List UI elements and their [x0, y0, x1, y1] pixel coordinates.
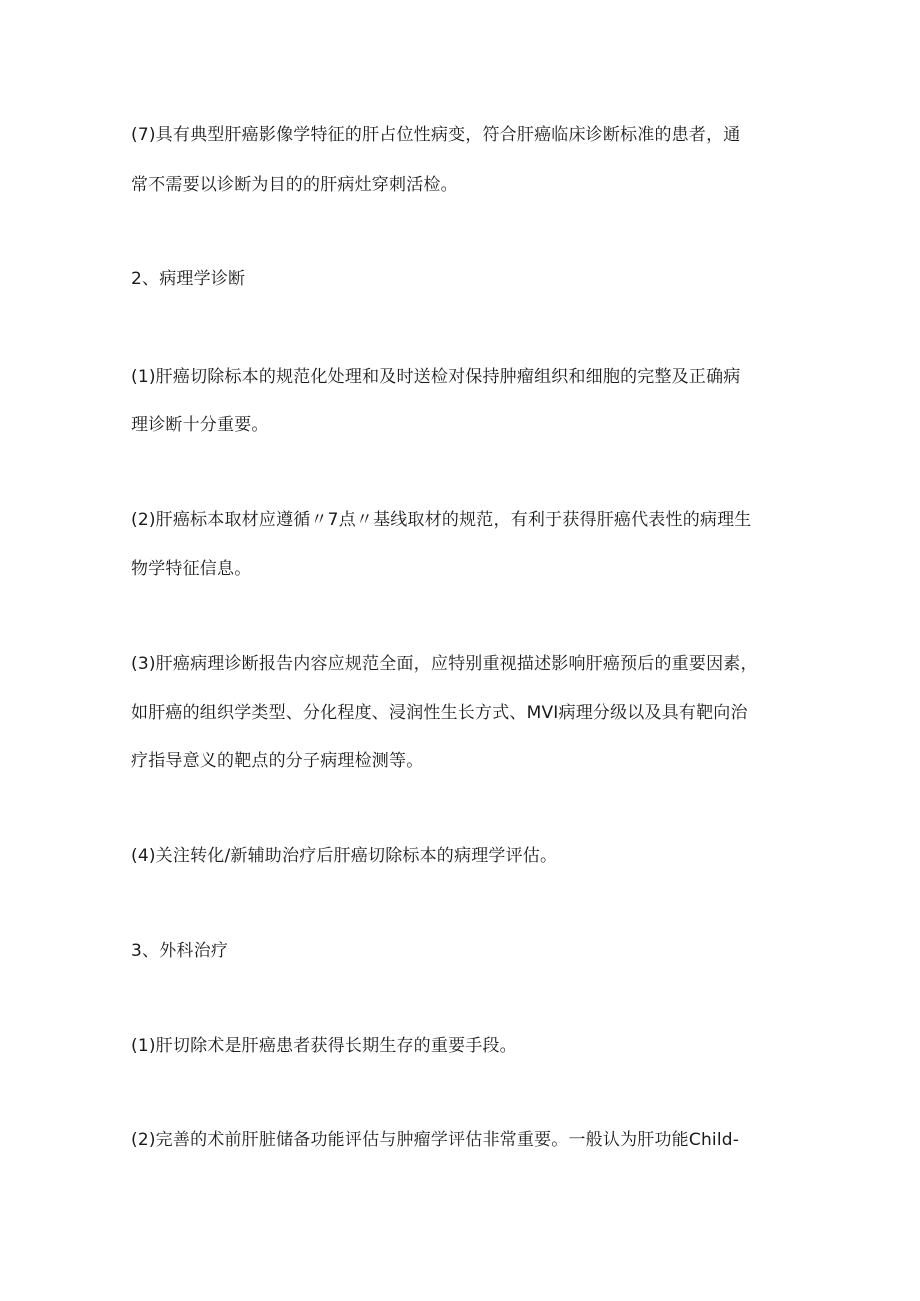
section-heading-pathology: 2、病理学诊断 — [131, 269, 246, 289]
pathology-item-1-line-2: 理诊断十分重要。 — [131, 415, 269, 435]
pathology-item-2-line-2: 物学特征信息。 — [131, 559, 252, 579]
pathology-item-4: (4)关注转化/新辅助治疗后肝癌切除标本的病理学评估。 — [131, 846, 558, 866]
pathology-item-2-line-1: (2)肝癌标本取材应遵循〃7点〃基线取材的规范，有利于获得肝癌代表性的病理生 — [131, 510, 752, 530]
pathology-item-3-line-3: 疗指导意义的靶点的分子病理检测等。 — [131, 751, 424, 771]
section-heading-surgery: 3、外科治疗 — [131, 941, 229, 961]
pathology-item-1-line-1: (1)肝癌切除标本的规范化处理和及时送检对保持肿瘤组织和细胞的完整及正确病 — [131, 367, 741, 387]
surgery-item-2-line-1: (2)完善的术前肝脏储备功能评估与肿瘤学评估非常重要。一般认为肝功能Child- — [131, 1130, 740, 1150]
pathology-item-3-line-2: 如肝癌的组织学类型、分化程度、浸润性生长方式、MVI病理分级以及具有靶向治 — [131, 703, 748, 723]
paragraph-7-line-2: 常不需要以诊断为目的的肝病灶穿刺活检。 — [131, 175, 458, 195]
paragraph-7-line-1: (7)具有典型肝癌影像学特征的肝占位性病变，符合肝癌临床诊断标准的患者，通 — [131, 125, 741, 145]
pathology-item-3-line-1: (3)肝癌病理诊断报告内容应规范全面，应特别重视描述影响肝癌预后的重要因素， — [131, 654, 758, 674]
surgery-item-1: (1)肝切除术是肝癌患者获得长期生存的重要手段。 — [131, 1036, 517, 1056]
